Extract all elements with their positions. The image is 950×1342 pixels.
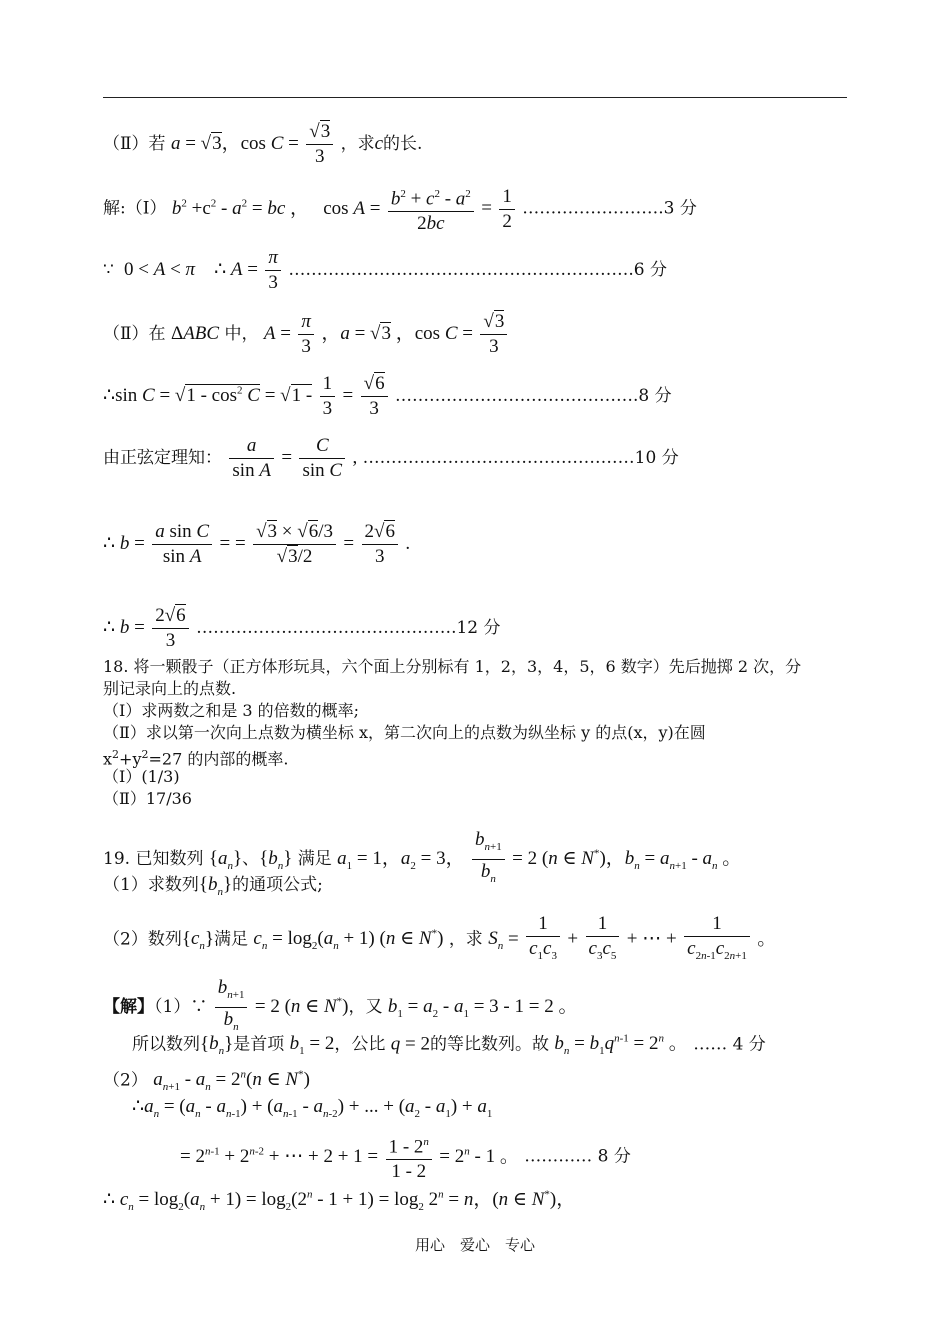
p19-sum-line1: $\therefore a_n = (a_n - a_{n-1}) + (a_{n-1} - a_{n-2})$ + ... + $(a_2 - a_1) + a_1$: [132, 1096, 493, 1120]
p19-sol1-cont: 所以数列$\{b_n\}$是首项 $b_1 = 2$，公比 q = 2的等比数列。故 $b_n = b_1q^{n-1} = 2^n$ 。 …… 4 分: [132, 1033, 766, 1058]
p17-solution-step1: 解:（Ⅰ） $b^2 +c^2 - a^2$ = bc ， cos A = $\frac{b^2 + c^2 - a^2}{2bc}$ = $\frac{1}{2}$ …………………….3 分: [103, 182, 697, 236]
p17-sine-rule: 由正弦定理知： $\frac{a}{\text{sin A}}$ = $\frac{C}{\text{sin C}}$ , …………………………………………10 分: [103, 435, 679, 481]
p18-line1: 18. 将一颗骰子（正方体形玩具，六个面上分别标有 1，2，3，4，5，6 数字）先后抛掷 2 次，分: [103, 657, 802, 676]
p19-sum-line2: = $2^{n-1} + 2^{n-2}$ + ⋯ + 2 + 1 = $\frac{1 - 2^n}{1 - 2}$ = $2^n - 1$ 。 ………… 8 分: [180, 1130, 631, 1184]
p19-intro: 19. 已知数列 $\{a_n\}$、$\{b_n\}$ 满足 $a_1 = 1$，$a_2 = 3$， $\frac{b_{n+1}}{b_n}$ = 2 (n ∈ N*)，$b_n = a_{n+1} - a_n$ 。: [103, 829, 742, 885]
p17-solution-step3: ∴sin $C = √1 - \cos^2 C = √1$ - $\frac{1}{3}$ = $\frac{√6}{3}$ …………………………………….8 分: [103, 373, 672, 419]
p17-part2-setup: （Ⅱ）在 ΔABC 中， A = $\frac{\pi}{3}$ ，a = √3 ，cos C = $\frac{√3}{3}$: [103, 310, 509, 359]
p19-cn-result: ∴ $c_n = \log_2(a_n + 1) = \log_2(2^n - 1 + 1) = \log_2 2^n = n$，(n ∈ N*)，: [103, 1189, 576, 1214]
p19-sol1: 【解】（1）∵ $\frac{b_{n+1}}{b_n}$ = 2 (n ∈ N*)，又 $b_1 = a_2 - a_1 = 3 - 1 = 2$ 。: [103, 977, 578, 1033]
p17-b-derivation: ∴ b = $\frac{\text{a sin C}}{\text{sin A}}$ = = $\frac{√3 \times √6/3}{√3/2}$ = $\frac{2√6}{3}$ .: [103, 521, 411, 567]
p18-line4: （Ⅱ）求以第一次向上点数为横坐标 x，第二次向上的点数为纵坐标 y 的点(x，y)在圆: [103, 723, 706, 742]
p19-q2: （2）数列$\{c_n\}$满足 $c_n = \log_2(a_n + 1)$ (n ∈ N*) ，求 $S_n$ = $\frac{1}{c_1c_3}$ + $\frac{1}{c_3c_5}$ + ⋯ + $\frac{1}{c_{2n-1}c_{2n+1}}$ 。: [103, 913, 777, 962]
p18-line2: 别记录向上的点数.: [103, 679, 237, 698]
p19-sol2: （2） $a_{n+1} - a_n = 2^n(n$ ∈ N*): [103, 1069, 310, 1094]
p19-q1: （1）求数列$\{b_n\}$的通项公式;: [103, 874, 323, 898]
p17-b-result: ∴ b = $\frac{2√6}{3}$ ……………………………………….12 分: [103, 605, 501, 651]
page-footer: 用心 爱心 专心: [414, 1236, 535, 1254]
p17-solution-step2: ∵ 0 < A < π ∴ A = $\frac{\pi}{3}$ …………………………………………………….6 分: [103, 247, 667, 293]
p17-q2-line: （Ⅱ）若 a = √3，cos C = $\frac{√3}{3}$ ，求c的长.: [103, 121, 423, 167]
p18-answer2: （Ⅱ）17/36: [103, 789, 192, 808]
p18-answer1: （Ⅰ）(1/3): [103, 767, 180, 786]
p18-line3: （Ⅰ）求两数之和是 3 的倍数的概率;: [103, 701, 360, 720]
p18-line5: $x^2+y^2=27$ 的内部的概率.: [103, 748, 289, 769]
header-rule: [103, 97, 847, 98]
